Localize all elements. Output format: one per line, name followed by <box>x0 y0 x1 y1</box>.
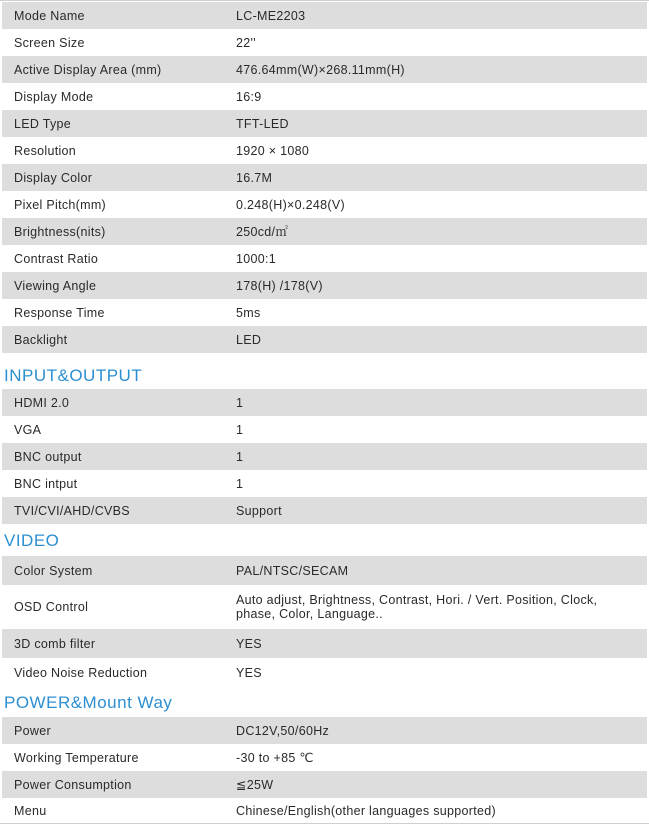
spec-key: Pixel Pitch(mm) <box>14 197 107 212</box>
spec-value: YES <box>236 636 262 651</box>
spec-value: 1920 × 1080 <box>236 143 310 158</box>
display-spec-table <box>2 2 647 353</box>
spec-key: LED Type <box>14 116 72 131</box>
table-row <box>2 389 647 416</box>
section-title-video: VIDEO <box>4 531 60 550</box>
spec-key: Brightness(nits) <box>14 224 106 239</box>
spec-key: BNC output <box>14 449 82 464</box>
spec-value: 1 <box>236 476 244 491</box>
table-row <box>2 416 647 443</box>
table-row <box>2 110 647 137</box>
spec-key: Power Consumption <box>14 777 132 792</box>
spec-key: VGA <box>14 422 42 437</box>
table-row <box>2 218 647 245</box>
spec-key: Backlight <box>14 332 68 347</box>
table-row <box>2 29 647 56</box>
table-row <box>2 191 647 218</box>
spec-key: Viewing Angle <box>14 278 97 293</box>
spec-value: ≦25W <box>236 777 274 792</box>
spec-value: 178(H) /178(V) <box>236 278 323 293</box>
spec-value: 1 <box>236 395 244 410</box>
spec-key: BNC intput <box>14 476 78 491</box>
table-row <box>2 443 647 470</box>
spec-key: Active Display Area (mm) <box>14 62 162 77</box>
spec-key: Working Temperature <box>14 750 139 765</box>
table-row <box>2 56 647 83</box>
spec-value: TFT-LED <box>236 116 289 131</box>
spec-key: Color System <box>14 563 93 578</box>
table-row <box>2 272 647 299</box>
spec-value: 250cd/㎡ <box>236 224 289 239</box>
spec-value: LC-ME2203 <box>236 8 306 23</box>
table-row <box>2 470 647 497</box>
spec-value: DC12V,50/60Hz <box>236 723 330 738</box>
spec-value: Chinese/English(other languages supported) <box>236 803 496 818</box>
spec-key: Response Time <box>14 305 105 320</box>
section-title-power-mount: POWER&Mount Way <box>4 693 173 712</box>
spec-value: LED <box>236 332 262 347</box>
spec-key: Contrast Ratio <box>14 251 99 266</box>
spec-key: Power <box>14 723 51 738</box>
section-title-input-output: INPUT&OUTPUT <box>4 366 143 385</box>
table-row <box>2 245 647 272</box>
spec-key: TVI/CVI/AHD/CVBS <box>14 503 130 518</box>
spec-value: Auto adjust, Brightness, Contrast, Hori. / Vert. Position, Clock, phase, Color, Language.. <box>236 593 598 621</box>
spec-key: Menu <box>14 803 47 818</box>
io-spec-table <box>2 389 647 524</box>
spec-key: Resolution <box>14 143 77 158</box>
spec-key: OSD Control <box>14 600 89 614</box>
table-row <box>2 744 647 771</box>
spec-key: HDMI 2.0 <box>14 395 70 410</box>
table-row <box>2 164 647 191</box>
video-spec-table <box>2 556 647 687</box>
spec-key: 3D comb filter <box>14 636 96 651</box>
table-row <box>2 629 647 658</box>
table-row <box>2 497 647 524</box>
table-row <box>2 717 647 744</box>
spec-value: Support <box>236 503 282 518</box>
table-row <box>2 2 647 29</box>
table-row <box>2 299 647 326</box>
table-row <box>2 585 647 629</box>
spec-value: YES <box>236 665 262 680</box>
table-row <box>2 137 647 164</box>
spec-value: 1000:1 <box>236 251 277 266</box>
spec-key: Video Noise Reduction <box>14 665 148 680</box>
spec-key: Mode Name <box>14 8 85 23</box>
spec-value: 1 <box>236 422 244 437</box>
spec-value: 5ms <box>236 305 261 320</box>
spec-value: 0.248(H)×0.248(V) <box>236 197 345 212</box>
spec-value: 1 <box>236 449 244 464</box>
spec-value: 16.7M <box>236 170 273 185</box>
spec-value: 22'' <box>236 35 256 50</box>
spec-key: Display Mode <box>14 89 94 104</box>
spec-key: Screen Size <box>14 35 85 50</box>
spec-value: PAL/NTSC/SECAM <box>236 563 349 578</box>
table-row <box>2 83 647 110</box>
spec-value: -30 to +85 ℃ <box>236 750 314 765</box>
top-border <box>0 0 649 1</box>
table-row <box>2 658 647 687</box>
spec-value: 16:9 <box>236 89 262 104</box>
table-row <box>2 326 647 353</box>
spec-key: Display Color <box>14 170 93 185</box>
power-spec-table <box>2 717 647 823</box>
spec-value: 476.64mm(W)×268.11mm(H) <box>236 62 405 77</box>
table-row <box>2 771 647 798</box>
table-row <box>2 556 647 585</box>
table-row <box>2 798 647 823</box>
